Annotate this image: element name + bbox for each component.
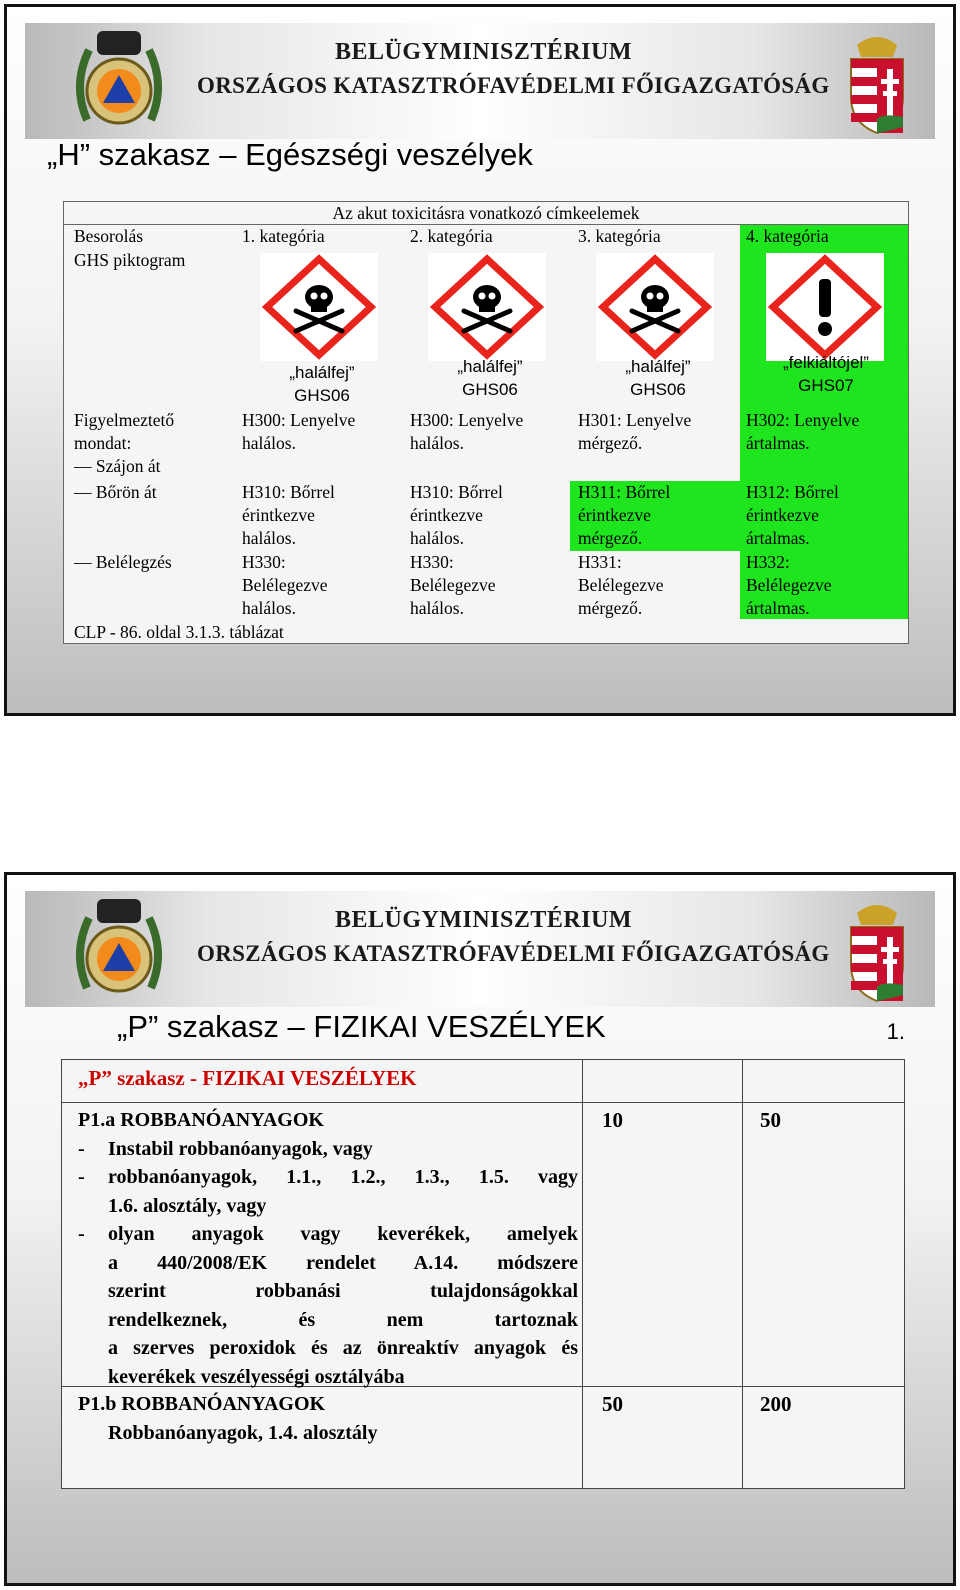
statement-line: Belélegezve — [242, 575, 328, 595]
statement-line: Belélegezve — [410, 575, 496, 595]
statement-line: halálos. — [242, 433, 296, 453]
statement-line: érintkezve — [242, 505, 315, 525]
pictogram-4 — [766, 253, 884, 361]
statement-line: H311: Bőrrel — [578, 482, 671, 502]
list-item-text: keverékek veszélyességi osztályába — [108, 1365, 405, 1388]
list-item-text: olyan anyagok vagy keverékek, amelyek — [108, 1223, 578, 1245]
pictogram-label: „felkiáltójel” — [783, 353, 869, 372]
bullet-dash: - — [78, 1166, 85, 1188]
pictogram-label: „halálfej” — [457, 357, 523, 376]
pictogram-code: GHS07 — [798, 376, 854, 395]
statement-line: mérgező. — [578, 433, 643, 453]
row-label-classification: Besorolás — [74, 226, 144, 246]
skull-and-crossbones-icon — [428, 253, 546, 361]
p1b-heading: P1.b ROBBANÓANYAGOK — [78, 1393, 326, 1415]
slide-title: „H” szakasz – Egészségi veszélyek — [47, 137, 533, 172]
ministry-name: BELÜGYMINISZTÉRIUM — [335, 39, 633, 65]
category-header: 4. kategória — [746, 226, 829, 246]
list-item — [78, 1220, 578, 1391]
statement-line: mérgező. — [578, 528, 643, 548]
statement-line: ártalmas. — [746, 598, 810, 618]
p1b-block — [78, 1390, 578, 1447]
disaster-management-emblem-icon — [67, 25, 171, 135]
p1b-description: Robbanóanyagok, 1.4. alosztály — [108, 1421, 378, 1444]
pictogram-label: „halálfej” — [625, 357, 691, 376]
p1a-heading: P1.a ROBBANÓANYAGOK — [78, 1109, 324, 1131]
statement-line: H330: — [242, 552, 286, 572]
statement-line: érintkezve — [746, 505, 819, 525]
category-header: 2. kategória — [410, 226, 493, 246]
slide-number: 1. — [886, 1019, 905, 1044]
statement-line: H310: Bőrrel — [410, 482, 503, 502]
list-item-text: a 440/2008/EK rendelet A.14. módszere — [108, 1251, 578, 1274]
acute-toxicity-table — [63, 201, 909, 644]
list-item-text: rendelkeznek, és nem tartoznak — [108, 1308, 578, 1331]
p1b-value-lower: 50 — [602, 1392, 623, 1416]
list-item-text: a szerves peroxidok és az önreaktív anyagok és — [108, 1337, 578, 1359]
statement-line: halálos. — [410, 598, 464, 618]
source-note: CLP - 86. oldal 3.1.3. táblázat — [74, 622, 284, 642]
pictogram-3 — [596, 253, 714, 361]
inhalation-statement — [242, 551, 328, 620]
statement-line: halálos. — [410, 433, 464, 453]
inhalation-statement — [746, 551, 832, 620]
header-banner — [25, 23, 935, 139]
pictogram-label: „halálfej” — [289, 363, 355, 382]
statement-line: H330: — [410, 552, 454, 572]
statement-line: mérgező. — [578, 598, 643, 618]
dermal-statement — [746, 481, 839, 550]
ministry-name: BELÜGYMINISZTÉRIUM — [335, 907, 633, 933]
oral-statement — [410, 409, 523, 455]
statement-line: H310: Bőrrel — [242, 482, 335, 502]
row-label-inhalation: ― Belélegzés — [74, 552, 172, 572]
pictogram-code: GHS06 — [294, 386, 350, 405]
list-item — [78, 1135, 578, 1164]
header-banner — [25, 891, 935, 1007]
table-heading: „P” szakasz - FIZIKAI VESZÉLYEK — [78, 1066, 417, 1090]
table-caption: Az akut toxicitásra vonatkozó címkeelemek — [64, 202, 908, 225]
physical-hazards-table — [61, 1059, 905, 1489]
statement-line: Belélegezve — [578, 575, 664, 595]
statement-line: érintkezve — [410, 505, 483, 525]
statement-line: H312: Bőrrel — [746, 482, 839, 502]
list-item — [78, 1163, 578, 1220]
slide-p-section — [4, 872, 956, 1586]
skull-and-crossbones-icon — [260, 253, 378, 361]
row-label-warning: Figyelmeztető — [74, 410, 175, 430]
statement-line: H300: Lenyelve — [242, 410, 356, 430]
directorate-name: ORSZÁGOS KATASZTRÓFAVÉDELMI FŐIGAZGATÓSÁG — [197, 73, 830, 98]
oral-statement — [578, 409, 691, 455]
statement-line: H331: — [578, 552, 622, 572]
row-label-pictogram: GHS piktogram — [74, 250, 186, 270]
disaster-management-emblem-icon — [67, 893, 171, 1003]
pictogram-1 — [260, 253, 378, 361]
statement-line: Belélegezve — [746, 575, 832, 595]
list-item-text: robbanóanyagok, 1.1., 1.2., 1.3., 1.5. vagy — [108, 1166, 578, 1188]
statement-line: ártalmas. — [746, 433, 810, 453]
directorate-name: ORSZÁGOS KATASZTRÓFAVÉDELMI FŐIGAZGATÓSÁG — [197, 941, 830, 966]
statement-line: H301: Lenyelve — [578, 410, 692, 430]
skull-and-crossbones-icon — [596, 253, 714, 361]
pictogram-name — [746, 351, 906, 397]
pictogram-code: GHS06 — [462, 380, 518, 399]
dermal-statement — [410, 481, 503, 550]
p1b-value-upper: 200 — [760, 1392, 792, 1416]
inhalation-statement — [410, 551, 496, 620]
statement-line: halálos. — [410, 528, 464, 548]
pictogram-name — [242, 361, 402, 407]
exclamation-mark-icon — [766, 253, 884, 361]
list-item-text: szerint robbanási tulajdonságokkal — [108, 1280, 578, 1302]
list-item-text: Instabil robbanóanyagok, vagy — [108, 1137, 373, 1160]
hungarian-coat-of-arms-icon — [843, 27, 911, 135]
statement-line: H332: — [746, 552, 790, 572]
p1a-value-upper: 50 — [760, 1108, 781, 1132]
slide-h-section — [4, 4, 956, 716]
category-header: 3. kategória — [578, 226, 661, 246]
bullet-dash: - — [78, 1223, 85, 1245]
p1a-block — [78, 1106, 578, 1391]
dermal-statement — [578, 481, 670, 550]
dermal-statement — [242, 481, 335, 550]
pictogram-code: GHS06 — [630, 380, 686, 399]
pictogram-name — [410, 355, 570, 401]
statement-line: halálos. — [242, 598, 296, 618]
statement-line: ártalmas. — [746, 528, 810, 548]
pictogram-2 — [428, 253, 546, 361]
category-header: 1. kategória — [242, 226, 325, 246]
hungarian-coat-of-arms-icon — [843, 895, 911, 1003]
row-label-warning-2: mondat: — [74, 433, 132, 453]
bullet-dash: - — [78, 1137, 85, 1160]
oral-statement — [242, 409, 355, 455]
statement-line: H300: Lenyelve — [410, 410, 524, 430]
row-label-dermal: ― Bőrön át — [74, 482, 157, 502]
oral-statement — [746, 409, 859, 455]
pictogram-name — [578, 355, 738, 401]
statement-line: H302: Lenyelve — [746, 410, 860, 430]
p1a-value-lower: 10 — [602, 1108, 623, 1132]
list-item-text: 1.6. alosztály, vagy — [108, 1194, 267, 1217]
slide-title: „P” szakasz – FIZIKAI VESZÉLYEK — [117, 1009, 606, 1044]
statement-line: halálos. — [242, 528, 296, 548]
row-label-oral: ― Szájon át — [74, 456, 161, 476]
inhalation-statement — [578, 551, 664, 620]
statement-line: érintkezve — [578, 505, 651, 525]
